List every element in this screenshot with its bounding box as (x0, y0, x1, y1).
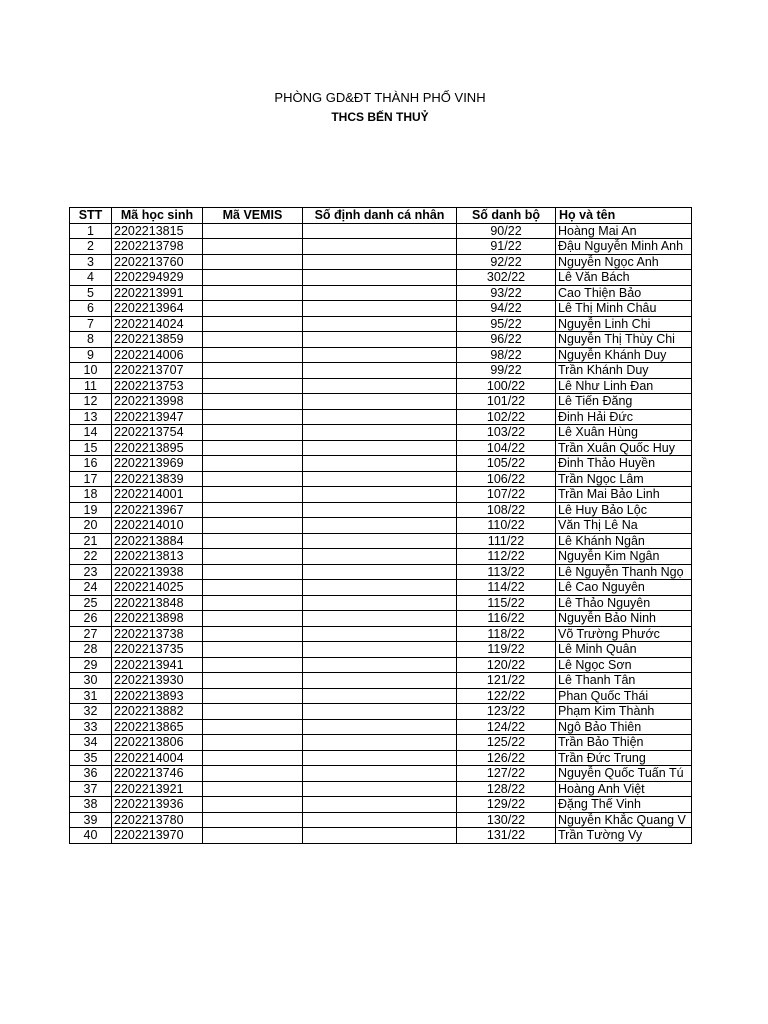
cell-full-name: Lê Tiến Đăng (556, 394, 692, 410)
table-row (70, 409, 692, 425)
cell-vemis (203, 456, 303, 472)
table-row (70, 673, 692, 689)
column-header-vemis: Mã VEMIS (203, 208, 303, 224)
cell-roll-number: 107/22 (457, 487, 556, 503)
cell-roll-number: 121/22 (457, 673, 556, 689)
cell-personal-id (303, 378, 457, 394)
cell-full-name: Lê Minh Quân (556, 642, 692, 658)
cell-full-name: Trần Mai Bảo Linh (556, 487, 692, 503)
cell-student-code: 2202213882 (112, 704, 203, 720)
cell-roll-number: 130/22 (457, 812, 556, 828)
cell-vemis (203, 812, 303, 828)
cell-student-code: 2202213780 (112, 812, 203, 828)
cell-full-name: Trần Ngọc Lâm (556, 471, 692, 487)
cell-student-code: 2202213930 (112, 673, 203, 689)
cell-vemis (203, 440, 303, 456)
cell-personal-id (303, 580, 457, 596)
cell-personal-id (303, 533, 457, 549)
cell-stt: 12 (70, 394, 112, 410)
school-title: THCS BẾN THUỶ (331, 110, 429, 124)
cell-vemis (203, 239, 303, 255)
cell-student-code: 2202214024 (112, 316, 203, 332)
cell-stt: 3 (70, 254, 112, 270)
table-row (70, 688, 692, 704)
cell-stt: 21 (70, 533, 112, 549)
cell-full-name: Trần Tường Vy (556, 828, 692, 844)
cell-stt: 24 (70, 580, 112, 596)
table-row (70, 657, 692, 673)
cell-full-name: Lê Nguyễn Thanh Ngọ (556, 564, 692, 580)
cell-roll-number: 112/22 (457, 549, 556, 565)
cell-vemis (203, 673, 303, 689)
cell-personal-id (303, 254, 457, 270)
cell-vemis (203, 316, 303, 332)
table-row (70, 580, 692, 596)
cell-personal-id (303, 502, 457, 518)
cell-vemis (203, 564, 303, 580)
cell-vemis (203, 270, 303, 286)
cell-student-code: 2202213707 (112, 363, 203, 379)
cell-student-code: 2202214006 (112, 347, 203, 363)
cell-stt: 9 (70, 347, 112, 363)
cell-stt: 38 (70, 797, 112, 813)
cell-stt: 23 (70, 564, 112, 580)
cell-vemis (203, 595, 303, 611)
cell-student-code: 2202213941 (112, 657, 203, 673)
cell-stt: 29 (70, 657, 112, 673)
table-row (70, 781, 692, 797)
cell-vemis (203, 642, 303, 658)
cell-student-code: 2202213967 (112, 502, 203, 518)
cell-roll-number: 131/22 (457, 828, 556, 844)
cell-vemis (203, 518, 303, 534)
cell-full-name: Đinh Thảo Huyền (556, 456, 692, 472)
cell-full-name: Lê Thảo Nguyên (556, 595, 692, 611)
cell-personal-id (303, 363, 457, 379)
cell-full-name: Phạm Kim Thành (556, 704, 692, 720)
table-row (70, 394, 692, 410)
cell-full-name: Ngô Bảo Thiên (556, 719, 692, 735)
cell-roll-number: 128/22 (457, 781, 556, 797)
cell-roll-number: 129/22 (457, 797, 556, 813)
cell-personal-id (303, 735, 457, 751)
cell-personal-id (303, 285, 457, 301)
cell-stt: 10 (70, 363, 112, 379)
cell-full-name: Lê Thanh Tân (556, 673, 692, 689)
table-row (70, 502, 692, 518)
cell-vemis (203, 378, 303, 394)
cell-full-name: Lê Thị Minh Châu (556, 301, 692, 317)
cell-roll-number: 102/22 (457, 409, 556, 425)
cell-full-name: Lê Khánh Ngân (556, 533, 692, 549)
cell-full-name: Nguyễn Ngọc Anh (556, 254, 692, 270)
cell-vemis (203, 704, 303, 720)
table-row (70, 425, 692, 441)
cell-personal-id (303, 239, 457, 255)
column-header-stt: STT (70, 208, 112, 224)
cell-full-name: Nguyễn Thị Thùy Chi (556, 332, 692, 348)
cell-stt: 11 (70, 378, 112, 394)
cell-stt: 1 (70, 223, 112, 239)
cell-full-name: Đậu Nguyễn Minh Anh (556, 239, 692, 255)
cell-stt: 8 (70, 332, 112, 348)
cell-stt: 32 (70, 704, 112, 720)
cell-roll-number: 116/22 (457, 611, 556, 627)
cell-personal-id (303, 673, 457, 689)
cell-stt: 39 (70, 812, 112, 828)
table-row (70, 595, 692, 611)
cell-stt: 31 (70, 688, 112, 704)
cell-vemis (203, 502, 303, 518)
cell-stt: 2 (70, 239, 112, 255)
table-row (70, 518, 692, 534)
table-row (70, 750, 692, 766)
column-header-personal-id: Số định danh cá nhân (303, 208, 457, 224)
cell-full-name: Nguyễn Quốc Tuấn Tú (556, 766, 692, 782)
cell-full-name: Lê Như Linh Đan (556, 378, 692, 394)
cell-vemis (203, 487, 303, 503)
column-header-student-code: Mã học sinh (112, 208, 203, 224)
cell-vemis (203, 766, 303, 782)
cell-vemis (203, 719, 303, 735)
table-row (70, 626, 692, 642)
cell-vemis (203, 285, 303, 301)
cell-student-code: 2202213839 (112, 471, 203, 487)
cell-roll-number: 92/22 (457, 254, 556, 270)
cell-student-code: 2202213813 (112, 549, 203, 565)
cell-stt: 30 (70, 673, 112, 689)
table-row (70, 316, 692, 332)
cell-roll-number: 119/22 (457, 642, 556, 658)
cell-stt: 16 (70, 456, 112, 472)
cell-student-code: 2202213936 (112, 797, 203, 813)
table-row (70, 285, 692, 301)
cell-personal-id (303, 456, 457, 472)
cell-vemis (203, 549, 303, 565)
cell-student-code: 2202214004 (112, 750, 203, 766)
cell-full-name: Đặng Thế Vinh (556, 797, 692, 813)
cell-vemis (203, 580, 303, 596)
cell-student-code: 2202213746 (112, 766, 203, 782)
cell-vemis (203, 223, 303, 239)
cell-personal-id (303, 564, 457, 580)
cell-full-name: Nguyễn Kim Ngân (556, 549, 692, 565)
table-row (70, 812, 692, 828)
table-row (70, 487, 692, 503)
cell-student-code: 2202213884 (112, 533, 203, 549)
cell-personal-id (303, 828, 457, 844)
cell-stt: 6 (70, 301, 112, 317)
cell-stt: 35 (70, 750, 112, 766)
cell-student-code: 2202213947 (112, 409, 203, 425)
cell-roll-number: 98/22 (457, 347, 556, 363)
cell-full-name: Hoàng Mai An (556, 223, 692, 239)
cell-full-name: Võ Trường Phước (556, 626, 692, 642)
cell-roll-number: 96/22 (457, 332, 556, 348)
cell-vemis (203, 363, 303, 379)
cell-student-code: 2202294929 (112, 270, 203, 286)
cell-vemis (203, 750, 303, 766)
cell-full-name: Trần Khánh Duy (556, 363, 692, 379)
cell-student-code: 2202213753 (112, 378, 203, 394)
table-body (70, 223, 692, 843)
cell-roll-number: 105/22 (457, 456, 556, 472)
cell-roll-number: 90/22 (457, 223, 556, 239)
cell-full-name: Hoàng Anh Việt (556, 781, 692, 797)
table-row (70, 797, 692, 813)
cell-personal-id (303, 518, 457, 534)
cell-personal-id (303, 316, 457, 332)
cell-vemis (203, 471, 303, 487)
cell-stt: 22 (70, 549, 112, 565)
cell-roll-number: 126/22 (457, 750, 556, 766)
cell-full-name: Văn Thị Lê Na (556, 518, 692, 534)
table-row (70, 766, 692, 782)
table-row (70, 363, 692, 379)
cell-student-code: 2202214001 (112, 487, 203, 503)
cell-personal-id (303, 766, 457, 782)
cell-vemis (203, 657, 303, 673)
cell-roll-number: 120/22 (457, 657, 556, 673)
cell-student-code: 2202213964 (112, 301, 203, 317)
cell-roll-number: 93/22 (457, 285, 556, 301)
cell-vemis (203, 611, 303, 627)
cell-roll-number: 106/22 (457, 471, 556, 487)
cell-roll-number: 101/22 (457, 394, 556, 410)
table-row (70, 254, 692, 270)
table-row (70, 828, 692, 844)
cell-student-code: 2202213754 (112, 425, 203, 441)
cell-full-name: Cao Thiện Bảo (556, 285, 692, 301)
cell-roll-number: 108/22 (457, 502, 556, 518)
table-row (70, 533, 692, 549)
cell-stt: 33 (70, 719, 112, 735)
cell-personal-id (303, 797, 457, 813)
cell-personal-id (303, 440, 457, 456)
cell-student-code: 2202213760 (112, 254, 203, 270)
cell-full-name: Lê Huy Bảo Lộc (556, 502, 692, 518)
cell-student-code: 2202213938 (112, 564, 203, 580)
table-row (70, 270, 692, 286)
cell-stt: 13 (70, 409, 112, 425)
cell-roll-number: 111/22 (457, 533, 556, 549)
cell-student-code: 2202213893 (112, 688, 203, 704)
cell-full-name: Nguyễn Khánh Duy (556, 347, 692, 363)
table-row (70, 301, 692, 317)
cell-vemis (203, 332, 303, 348)
table-row (70, 735, 692, 751)
cell-personal-id (303, 347, 457, 363)
cell-roll-number: 110/22 (457, 518, 556, 534)
cell-roll-number: 113/22 (457, 564, 556, 580)
cell-roll-number: 99/22 (457, 363, 556, 379)
table-row (70, 642, 692, 658)
cell-full-name: Nguyễn Khắc Quang V (556, 812, 692, 828)
cell-vemis (203, 347, 303, 363)
table-row (70, 440, 692, 456)
cell-full-name: Trần Xuân Quốc Huy (556, 440, 692, 456)
cell-personal-id (303, 301, 457, 317)
table-row (70, 239, 692, 255)
cell-student-code: 2202213970 (112, 828, 203, 844)
cell-stt: 28 (70, 642, 112, 658)
cell-full-name: Phan Quốc Thái (556, 688, 692, 704)
cell-student-code: 2202213969 (112, 456, 203, 472)
cell-full-name: Trần Bảo Thiện (556, 735, 692, 751)
cell-student-code: 2202213921 (112, 781, 203, 797)
cell-personal-id (303, 642, 457, 658)
cell-personal-id (303, 704, 457, 720)
cell-student-code: 2202213865 (112, 719, 203, 735)
cell-student-code: 2202213815 (112, 223, 203, 239)
table-row (70, 704, 692, 720)
cell-roll-number: 302/22 (457, 270, 556, 286)
column-header-roll-number: Số danh bộ (457, 208, 556, 224)
table-row (70, 549, 692, 565)
cell-stt: 15 (70, 440, 112, 456)
cell-roll-number: 95/22 (457, 316, 556, 332)
cell-vemis (203, 735, 303, 751)
cell-roll-number: 91/22 (457, 239, 556, 255)
cell-student-code: 2202213735 (112, 642, 203, 658)
cell-stt: 14 (70, 425, 112, 441)
cell-student-code: 2202214010 (112, 518, 203, 534)
cell-stt: 20 (70, 518, 112, 534)
cell-roll-number: 114/22 (457, 580, 556, 596)
table-row (70, 719, 692, 735)
cell-personal-id (303, 781, 457, 797)
table-row (70, 564, 692, 580)
table-row (70, 611, 692, 627)
cell-roll-number: 100/22 (457, 378, 556, 394)
cell-full-name: Lê Xuân Hùng (556, 425, 692, 441)
table-row (70, 332, 692, 348)
cell-full-name: Lê Cao Nguyên (556, 580, 692, 596)
table-row (70, 456, 692, 472)
column-header-full-name: Họ và tên (556, 208, 692, 224)
cell-stt: 19 (70, 502, 112, 518)
cell-stt: 7 (70, 316, 112, 332)
cell-vemis (203, 688, 303, 704)
cell-roll-number: 122/22 (457, 688, 556, 704)
cell-personal-id (303, 270, 457, 286)
cell-roll-number: 115/22 (457, 595, 556, 611)
cell-full-name: Lê Văn Bách (556, 270, 692, 286)
cell-personal-id (303, 223, 457, 239)
table-row (70, 378, 692, 394)
cell-personal-id (303, 471, 457, 487)
cell-personal-id (303, 611, 457, 627)
cell-student-code: 2202213848 (112, 595, 203, 611)
cell-stt: 27 (70, 626, 112, 642)
cell-stt: 25 (70, 595, 112, 611)
table-row (70, 223, 692, 239)
cell-stt: 40 (70, 828, 112, 844)
cell-personal-id (303, 812, 457, 828)
cell-stt: 36 (70, 766, 112, 782)
cell-stt: 4 (70, 270, 112, 286)
cell-personal-id (303, 332, 457, 348)
cell-stt: 18 (70, 487, 112, 503)
cell-full-name: Lê Ngọc Sơn (556, 657, 692, 673)
cell-vemis (203, 301, 303, 317)
cell-personal-id (303, 688, 457, 704)
cell-vemis (203, 828, 303, 844)
cell-vemis (203, 425, 303, 441)
cell-roll-number: 124/22 (457, 719, 556, 735)
cell-full-name: Nguyễn Bảo Ninh (556, 611, 692, 627)
cell-student-code: 2202213998 (112, 394, 203, 410)
cell-full-name: Nguyễn Linh Chi (556, 316, 692, 332)
cell-personal-id (303, 394, 457, 410)
cell-student-code: 2202213895 (112, 440, 203, 456)
cell-student-code: 2202213991 (112, 285, 203, 301)
cell-vemis (203, 394, 303, 410)
cell-personal-id (303, 595, 457, 611)
cell-stt: 37 (70, 781, 112, 797)
cell-roll-number: 103/22 (457, 425, 556, 441)
department-title: PHÒNG GD&ĐT THÀNH PHỐ VINH (274, 90, 486, 105)
cell-student-code: 2202213738 (112, 626, 203, 642)
cell-full-name: Trần Đức Trung (556, 750, 692, 766)
cell-personal-id (303, 626, 457, 642)
cell-vemis (203, 781, 303, 797)
cell-personal-id (303, 750, 457, 766)
cell-vemis (203, 797, 303, 813)
cell-vemis (203, 254, 303, 270)
cell-vemis (203, 626, 303, 642)
cell-personal-id (303, 657, 457, 673)
cell-roll-number: 118/22 (457, 626, 556, 642)
cell-stt: 5 (70, 285, 112, 301)
student-roster-table (69, 207, 692, 844)
cell-roll-number: 94/22 (457, 301, 556, 317)
cell-stt: 17 (70, 471, 112, 487)
table-header-row (70, 208, 692, 224)
cell-roll-number: 127/22 (457, 766, 556, 782)
cell-stt: 26 (70, 611, 112, 627)
cell-roll-number: 104/22 (457, 440, 556, 456)
cell-stt: 34 (70, 735, 112, 751)
cell-student-code: 2202213798 (112, 239, 203, 255)
cell-personal-id (303, 719, 457, 735)
cell-student-code: 2202213806 (112, 735, 203, 751)
cell-vemis (203, 533, 303, 549)
cell-personal-id (303, 425, 457, 441)
cell-full-name: Đinh Hải Đức (556, 409, 692, 425)
cell-roll-number: 125/22 (457, 735, 556, 751)
cell-student-code: 2202213859 (112, 332, 203, 348)
cell-student-code: 2202214025 (112, 580, 203, 596)
table-row (70, 347, 692, 363)
cell-vemis (203, 409, 303, 425)
cell-roll-number: 123/22 (457, 704, 556, 720)
cell-personal-id (303, 487, 457, 503)
cell-student-code: 2202213898 (112, 611, 203, 627)
table-row (70, 471, 692, 487)
cell-personal-id (303, 549, 457, 565)
cell-personal-id (303, 409, 457, 425)
